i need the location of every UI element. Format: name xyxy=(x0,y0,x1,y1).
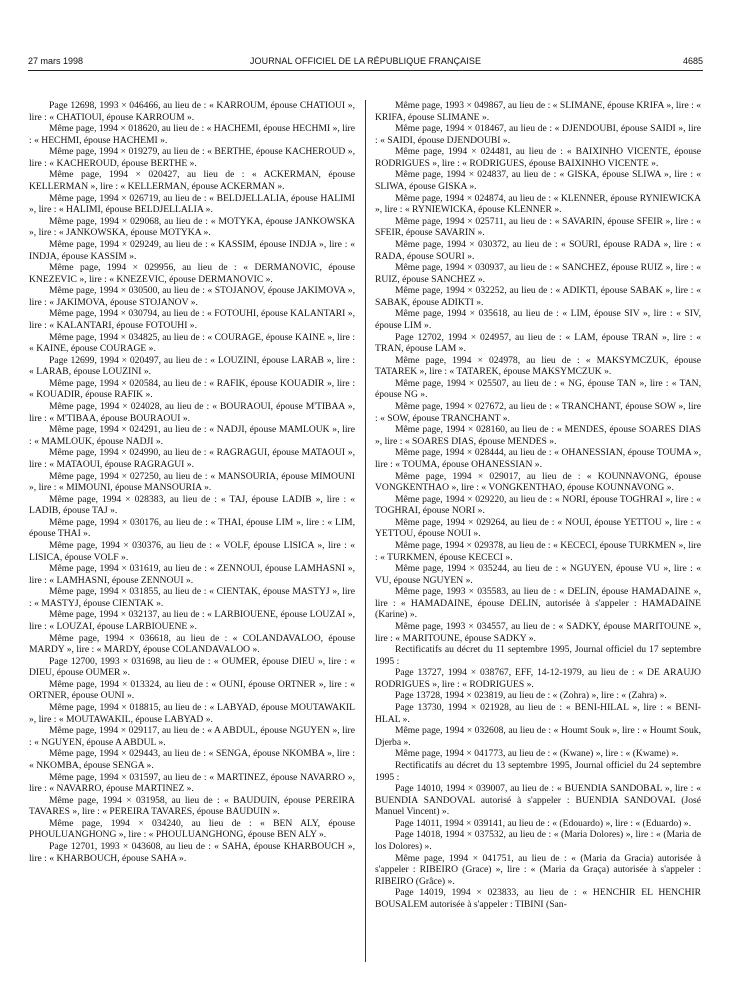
correction-entry: Même page, 1994 × 026719, au lieu de : « BELDJELLALIA, épouse HALIMI », lire : « HALIMI, épouse BELDJELLALIA ». xyxy=(29,192,355,216)
correction-entry: Même page, 1994 × 029117, au lieu de : « A ABDUL, épouse NGUYEN », lire : « NGUYEN, épouse A ABDUL ». xyxy=(29,725,355,748)
correction-entry: Même page, 1994 × 035244, au lieu de : « NGUYEN, épouse VU », lire : « VU, épouse NGUYEN ». xyxy=(375,563,701,586)
correction-entry: Même page, 1994 × 034825, au lieu de : « COURAGE, épouse KAINE », lire : « KAINE, épouse COURAGE ». xyxy=(29,331,355,355)
correction-entry: Même page, 1994 × 013324, au lieu de : « OUNI, épouse ORTNER », lire : « ORTNER, épouse OUNI ». xyxy=(29,678,355,702)
correction-entry: Même page, 1994 × 018815, au lieu de : « LABYAD, épouse MOUTAWAKIL », lire : « MOUTAWAKIL, épouse LABYAD ». xyxy=(29,702,355,725)
correction-entry: Même page, 1994 × 029378, au lieu de : « KECECI, épouse TURKMEN », lire : « TURKMEN, épouse KECECI ». xyxy=(375,539,701,563)
correction-entry: Même page, 1994 × 035618, au lieu de : « LIM, épouse SIV », lire : « SIV, épouse LIM ». xyxy=(375,308,701,331)
correction-entry: Rectificatifs au décret du 13 septembre 1995, Journal officiel du 24 septembre 1995 : xyxy=(375,759,701,783)
correction-entry: Même page, 1994 × 024978, au lieu de : « MAKSYMCZUK, épouse TATAREK », lire : « TATAREK, épouse MAKSYMCZUK ». xyxy=(375,354,701,378)
page-number: 4685 xyxy=(682,56,703,66)
correction-entry: Même page, 1994 × 031619, au lieu de : « ZENNOUI, épouse LAMHASNI », lire : « LAMHASNI, épouse ZENNOUI ». xyxy=(29,563,355,586)
right-column xyxy=(375,100,701,970)
correction-entry: Même page, 1994 × 018620, au lieu de : « HACHEMI, épouse HECHMI », lire : « HECHMI, épouse HACHEMI ». xyxy=(29,123,355,146)
correction-entry: Page 13730, 1994 × 021928, au lieu de : « BENI-HILAL », lire : « BENI-HLAL ». xyxy=(375,702,701,725)
correction-entry: Page 14019, 1994 × 023833, au lieu de : « HENCHIR EL HENCHIR BOUSALEM autorisée à s'appeler : TIBINI (San- xyxy=(375,887,701,910)
correction-entry: Rectificatifs au décret du 11 septembre 1995, Journal officiel du 17 septembre 1995 : xyxy=(375,644,701,667)
correction-entry: Page 12702, 1994 × 024957, au lieu de : « LAM, épouse TRAN », lire : « TRAN, épouse LAM ». xyxy=(375,331,701,355)
header-rule xyxy=(28,70,703,71)
correction-entry: Même page, 1994 × 031958, au lieu de : « BAUDUIN, épouse PEREIRA TAVARES », lire : « PEREIRA TAVARES, épouse BAUDUIN ». xyxy=(29,794,355,818)
correction-entry: Même page, 1994 × 030794, au lieu de : « FOTOUHI, épouse KALANTARI », lire : « KALANTARI, épouse FOTOUHI ». xyxy=(29,308,355,331)
correction-entry: Même page, 1994 × 020427, au lieu de : « ACKERMAN, épouse KELLERMAN », lire : « KELLERMAN, épouse ACKERMAN ». xyxy=(29,169,355,193)
correction-entry: Même page, 1993 × 034557, au lieu de : « SADKY, épouse MARITOUNE », lire : « MARITOUNE, épouse SADKY ». xyxy=(375,621,701,644)
correction-entry: Même page, 1994 × 024028, au lieu de : « BOURAOUI, épouse M'TIBAA », lire : « M'TIBAA, épouse BOURAOUI ». xyxy=(29,401,355,424)
correction-entry: Même page, 1993 × 035583, au lieu de : « DELIN, épouse HAMADAINE », lire : « HAMADAINE, épouse DELIN, autorisée à s'appeler : HAMADAINE (Karine) ». xyxy=(375,586,701,621)
correction-entry: Page 12698, 1993 × 046466, au lieu de : « KARROUM, épouse CHATIOUI », lire : « CHATIOUI, épouse KARROUM ». xyxy=(29,100,355,123)
correction-entry: Même page, 1994 × 028160, au lieu de : « MENDES, épouse SOARES DIAS », lire : « SOARES DIAS, épouse MENDES ». xyxy=(375,424,701,447)
correction-entry: Même page, 1994 × 018467, au lieu de : « DJENDOUBI, épouse SAIDI », lire : « SAIDI, épouse DJENDOUBI ». xyxy=(375,123,701,146)
correction-entry: Même page, 1994 × 019279, au lieu de : « BERTHE, épouse KACHEROUD », lire : « KACHEROUD, épouse BERTHE ». xyxy=(29,146,355,169)
correction-entry: Même page, 1994 × 029956, au lieu de : « DERMANOVIC, épouse KNEZEVIC », lire : « KNEZEVIC, épouse DERMANOVIC ». xyxy=(29,262,355,285)
correction-entry: Même page, 1994 × 027672, au lieu de : « TRANCHANT, épouse SOW », lire : « SOW, épouse TRANCHANT ». xyxy=(375,401,701,424)
correction-entry: Page 13728, 1994 × 023819, au lieu de : « (Zohra) », lire : « (Zahra) ». xyxy=(395,690,667,702)
correction-entry: Même page, 1994 × 024990, au lieu de : « RAGRAGUI, épouse MATAOUI », lire : « MATAOUI, épouse RAGRAGUI ». xyxy=(29,447,355,470)
correction-entry: Même page, 1994 × 029264, au lieu de : « NOUI, épouse YETTOU », lire : « YETTOU, épouse NOUI ». xyxy=(375,516,701,540)
correction-entry: Même page, 1994 × 032608, au lieu de : « Houmt Souk », lire : « Houmt Souk, Djerba ». xyxy=(375,725,701,748)
correction-entry: Même page, 1994 × 020584, au lieu de : « RAFIK, épouse KOUADIR », lire : « KOUADIR, épouse RAFIK ». xyxy=(29,377,355,401)
correction-entry: Même page, 1994 × 031855, au lieu de : « CIENTAK, épouse MASTYJ », lire : « MASTYJ, épouse CIENTAK ». xyxy=(29,586,355,609)
correction-entry: Même page, 1994 × 031597, au lieu de : « MARTINEZ, épouse NAVARRO », lire : « NAVARRO, épouse MARTINEZ ». xyxy=(29,771,355,795)
correction-entry: Même page, 1994 × 032137, au lieu de : « LARBIOUENE, épouse LOUZAI », lire : « LOUZAI, épouse LARBIOUENE ». xyxy=(29,609,355,633)
correction-entry: Même page, 1994 × 027250, au lieu de : « MANSOURIA, épouse MIMOUNI », lire : « MIMOUNI, épouse MANSOURIA ». xyxy=(29,470,355,494)
left-column xyxy=(29,100,355,970)
correction-entry: Même page, 1994 × 024837, au lieu de : « GISKA, épouse SLIWA », lire : « SLIWA, épouse GISKA ». xyxy=(375,169,701,193)
correction-entry: Même page, 1994 × 029443, au lieu de : « SENGA, épouse NKOMBA », lire : « NKOMBA, épouse SENGA ». xyxy=(29,748,355,771)
correction-entry: Même page, 1994 × 032252, au lieu de : « ADIKTI, épouse SABAK », lire : « SABAK, épouse ADIKTI ». xyxy=(375,285,701,308)
correction-entry: Page 14011, 1994 × 039141, au lieu de : « (Edouardo) », lire : « (Eduardo) ». xyxy=(395,817,692,829)
correction-entry: Page 12701, 1993 × 043608, au lieu de : « SAHA, épouse KHARBOUCH », lire : « KHARBOUCH, épouse SAHA ». xyxy=(29,841,355,864)
correction-entry: Même page, 1994 × 030176, au lieu de : « THAI, épouse LIM », lire : « LIM, épouse THAI ». xyxy=(29,516,355,540)
correction-entry: Page 12699, 1994 × 020497, au lieu de : « LOUZINI, épouse LARAB », lire : « LARAB, épouse LOUZINI ». xyxy=(29,354,355,378)
journal-title: JOURNAL OFFICIEL DE LA RÉPUBLIQUE FRANÇAISE xyxy=(249,56,482,66)
correction-entry: Page 12700, 1993 × 031698, au lieu de : « OUMER, épouse DIEU », lire : « DIEU, épouse OUMER ». xyxy=(29,655,355,679)
correction-entry: Même page, 1994 × 029017, au lieu de : « KOUNNAVONG, épouse VONGKENTHAO », lire : « VONGKENTHAO, épouse KOUNNAVONG ». xyxy=(375,470,701,494)
correction-entry: Même page, 1994 × 029220, au lieu de : « NORI, épouse TOGHRAI », lire : « TOGHRAI, épouse NORI ». xyxy=(375,493,701,517)
correction-entry: Même page, 1994 × 030500, au lieu de : « STOJANOV, épouse JAKIMOVA », lire : « JAKIMOVA, épouse STOJANOV ». xyxy=(29,285,355,308)
correction-entry: Page 14018, 1994 × 037532, au lieu de : « (Maria Dolores) », lire : « (Maria de los Dolores) ». xyxy=(375,829,701,852)
correction-entry: Même page, 1994 × 028383, au lieu de : « TAJ, épouse LADIB », lire : « LADIB, épouse TAJ ». xyxy=(29,493,355,517)
correction-entry: Même page, 1994 × 034240, au lieu de : « BEN ALY, épouse PHOULUANGHONG », lire : « PHOULUANGHONG, épouse BEN ALY ». xyxy=(29,817,355,841)
correction-entry: Même page, 1994 × 030372, au lieu de : « SOURI, épouse RADA », lire : « RADA, épouse SOURI ». xyxy=(375,238,701,262)
correction-entry: Même page, 1993 × 049867, au lieu de : « SLIMANE, épouse KRIFA », lire : « KRIFA, épouse SLIMANE ». xyxy=(375,100,701,123)
page-header xyxy=(28,56,703,70)
correction-entry: Même page, 1994 × 024291, au lieu de : « NADJI, épouse MAMLOUK », lire : « MAMLOUK, épouse NADJI ». xyxy=(29,424,355,447)
correction-entry: Même page, 1994 × 025507, au lieu de : « NG, épouse TAN », lire : « TAN, épouse NG ». xyxy=(375,377,701,401)
column-divider xyxy=(365,100,366,962)
correction-entry: Page 14010, 1994 × 039007, au lieu de : « BUENDIA SANDOBAL », lire : « BUENDIA SANDOVAL autorisé à s'appeler : BUENDIA SANDOVAL (José Manuel Vincent) ». xyxy=(375,783,701,818)
correction-entry: Même page, 1994 × 030937, au lieu de : « SANCHEZ, épouse RUIZ », lire : « RUIZ, épouse SANCHEZ ». xyxy=(375,262,701,285)
correction-entry: Même page, 1994 × 030376, au lieu de : « VOLF, épouse LISICA », lire : « LISICA, épouse VOLF ». xyxy=(29,539,355,563)
correction-entry: Même page, 1994 × 024874, au lieu de : « KLENNER, épouse RYNIEWICKA », lire : « RYNIEWICKA, épouse KLENNER ». xyxy=(375,192,701,216)
correction-entry: Même page, 1994 × 029249, au lieu de : « KASSIM, épouse INDJA », lire : « INDJA, épouse KASSIM ». xyxy=(29,238,355,262)
correction-entry: Même page, 1994 × 036618, au lieu de : « COLANDAVALOO, épouse MARDY », lire : « MARDY, épouse COLANDAVALOO ». xyxy=(29,632,355,656)
correction-entry: Même page, 1994 × 041773, au lieu de : « (Kwane) », lire : « (Kwame) ». xyxy=(395,748,679,760)
issue-date: 27 mars 1998 xyxy=(28,56,84,66)
correction-entry: Page 13727, 1994 × 038767, EFF, 14-12-1979, au lieu de : « DE ARAUJO RODRIGUES », lire : « RODRIGUES ». xyxy=(375,667,701,690)
correction-entry: Même page, 1994 × 024481, au lieu de : « BAIXINHO VICENTE, épouse RODRIGUES », lire : « RODRIGUES, épouse BAIXINHO VICENTE ». xyxy=(375,146,701,169)
correction-entry: Même page, 1994 × 028444, au lieu de : « OHANESSIAN, épouse TOUMA », lire : « TOUMA, épouse OHANESSIAN ». xyxy=(375,447,701,470)
correction-entry: Même page, 1994 × 029068, au lieu de : « MOTYKA, épouse JANKOWSKA », lire : « JANKOWSKA, épouse MOTYKA ». xyxy=(29,215,355,239)
correction-entry: Même page, 1994 × 025711, au lieu de : « SAVARIN, épouse SFEIR », lire : « SFEIR, épouse SAVARIN ». xyxy=(375,215,701,239)
correction-entry: Même page, 1994 × 041751, au lieu de : « (Maria da Gracia) autorisée à s'appeler : RIBEIRO (Grace) », lire : « (Maria da Graça) autorisée à s'appeler : RIBEIRO (Grâce) ». xyxy=(375,852,701,887)
